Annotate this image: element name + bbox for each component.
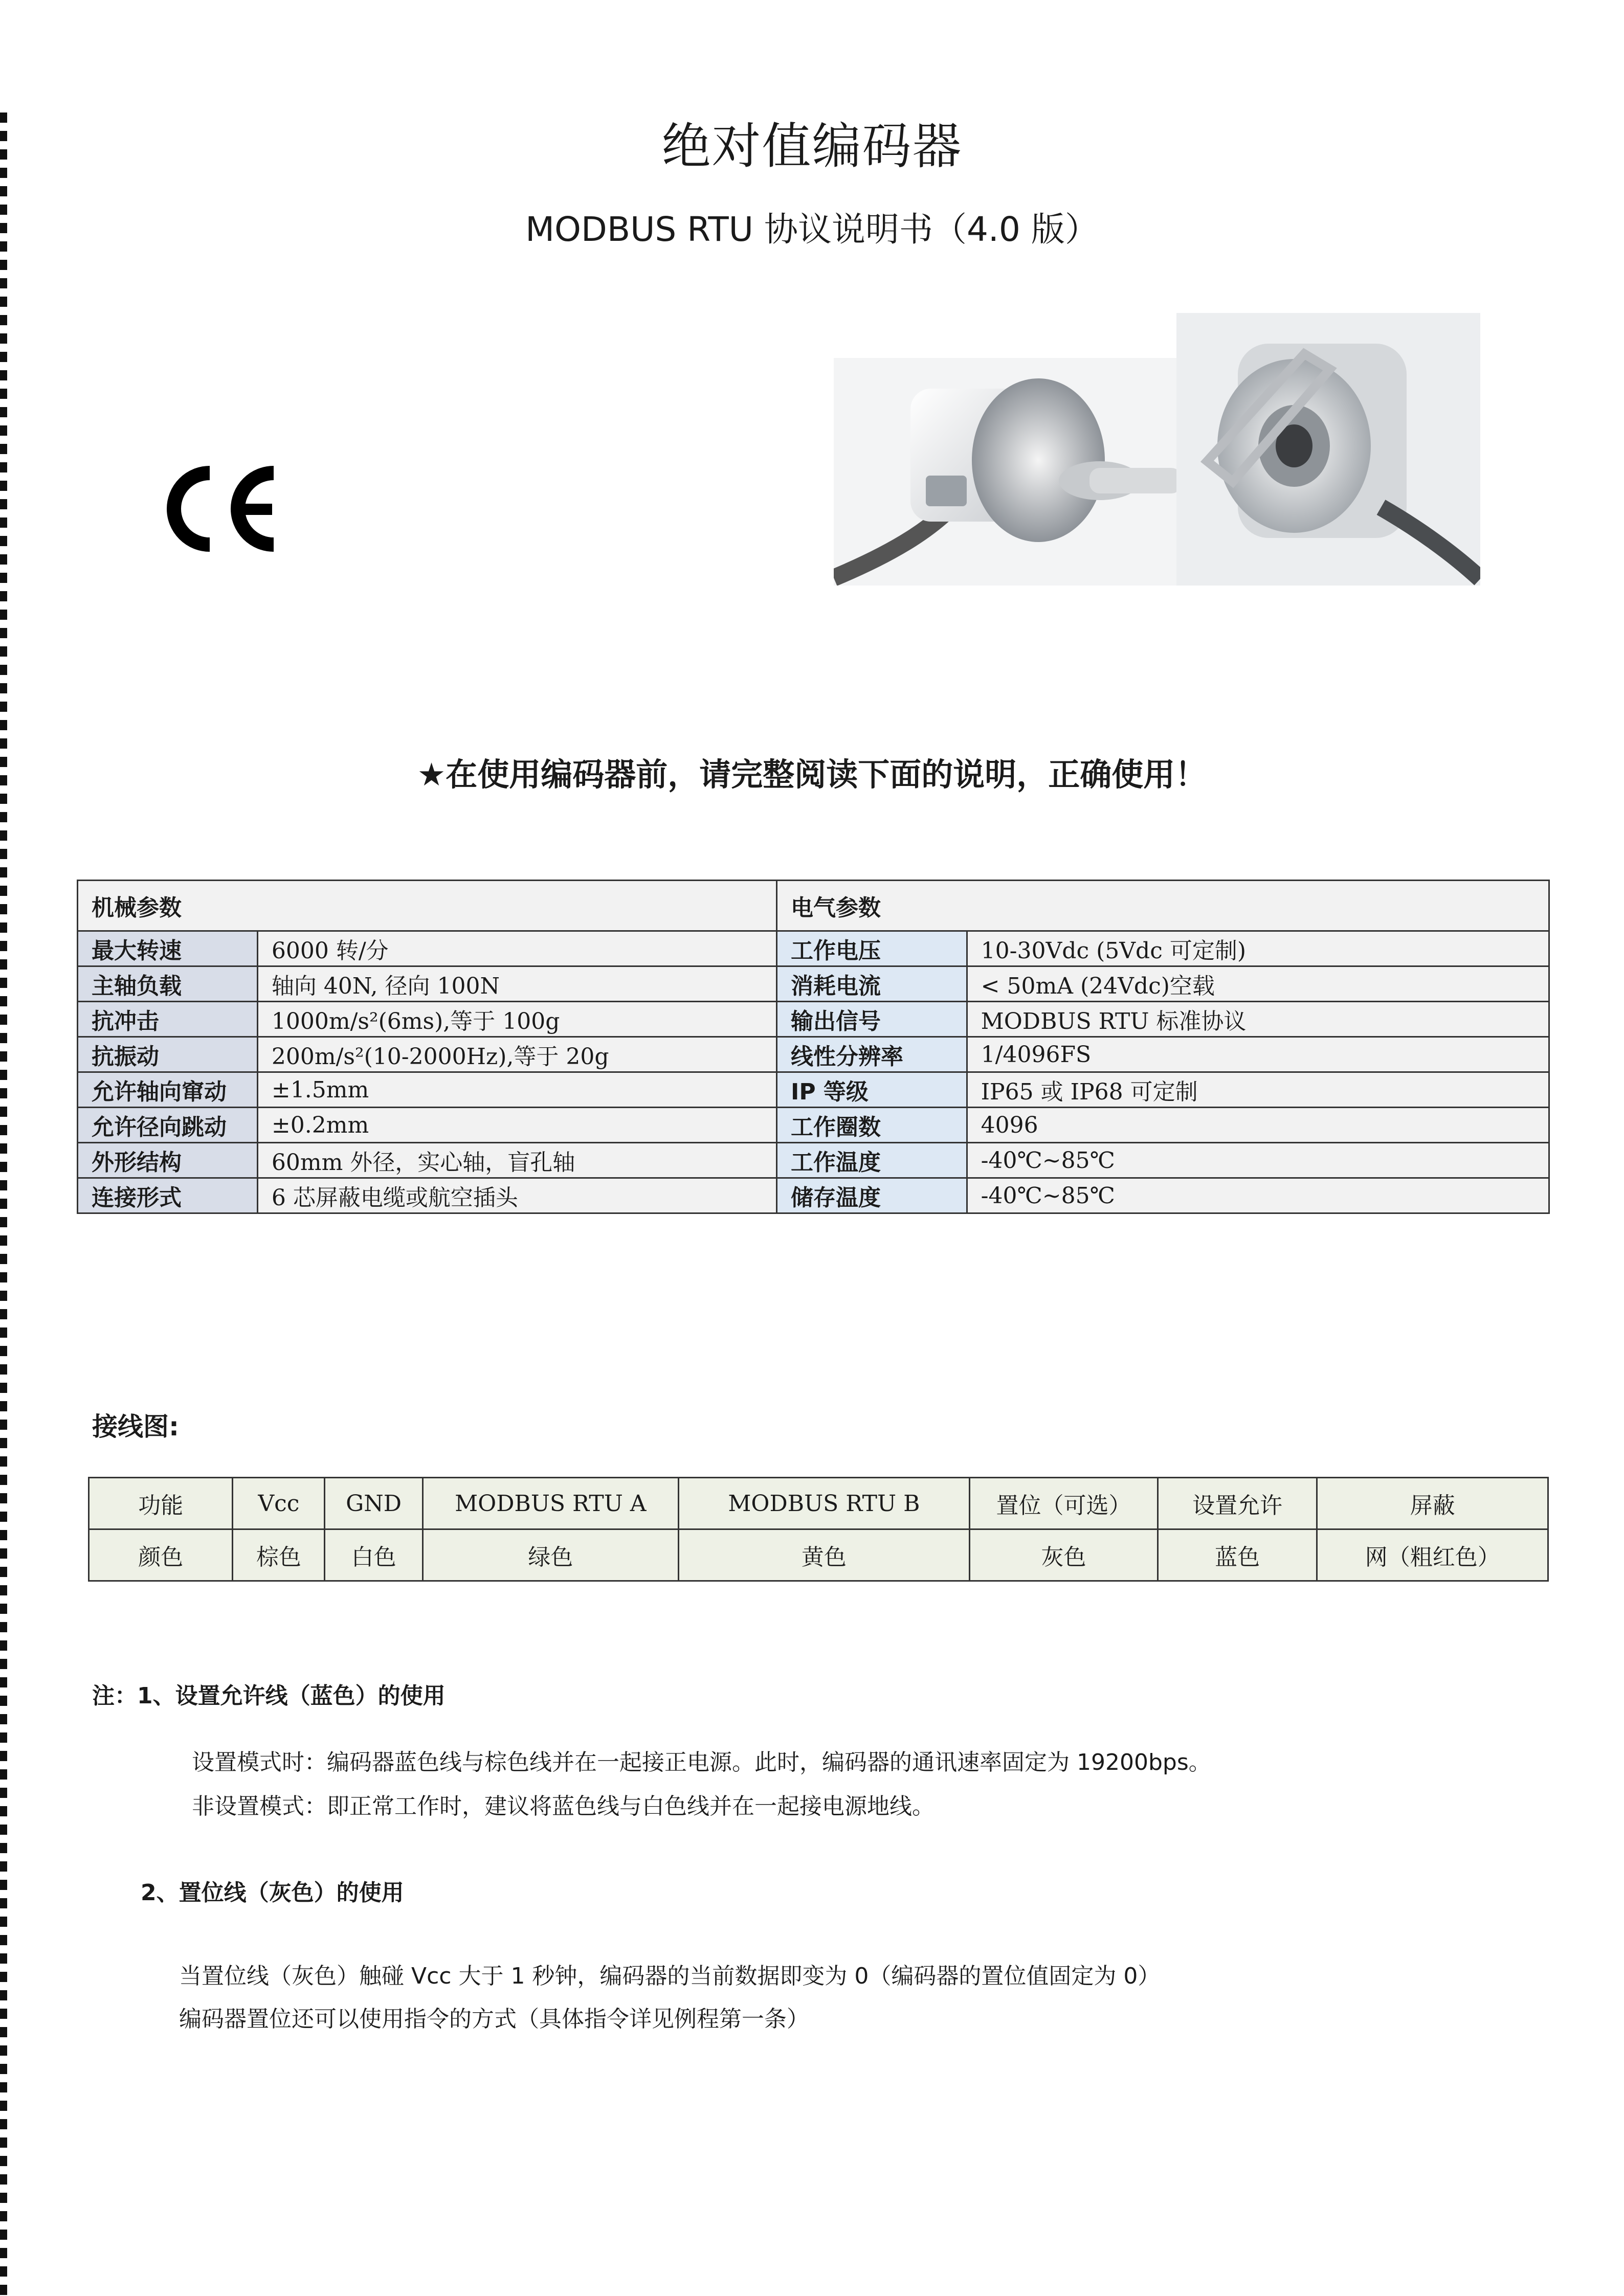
wiring-cell: 绿色 [423,1529,679,1581]
table-row [78,931,1549,966]
wiring-cell: MODBUS RTU A [423,1478,679,1529]
wiring-cell: 屏蔽 [1317,1478,1548,1529]
elec-label: 消耗电流 [776,966,967,1002]
wiring-cell: 白色 [325,1529,423,1581]
wiring-table [88,1477,1549,1582]
note-1-line-2: 非设置模式：即正常工作时，建议将蓝色线与白色线并在一起接电源地线。 [192,1793,935,1819]
wiring-cell: 功能 [89,1478,233,1529]
mech-value: 轴向 40N, 径向 100N [257,966,776,1002]
mech-label: 抗冲击 [78,1002,258,1037]
wiring-cell: 灰色 [970,1529,1158,1581]
wiring-cell: GND [325,1478,423,1529]
document-subtitle: MODBUS RTU 协议说明书（4.0 版） [525,210,1099,249]
elec-value: 4096 [967,1108,1549,1143]
elec-label: 工作圈数 [776,1108,967,1143]
elec-value: MODBUS RTU 标准协议 [967,1002,1549,1037]
wiring-cell: 网（粗红色） [1317,1529,1548,1581]
elec-label: 输出信号 [776,1002,967,1037]
wiring-cell: 颜色 [89,1529,233,1581]
binding-edge [0,112,7,2296]
note-2-title: 2、置位线（灰色）的使用 [141,1880,404,1906]
mech-label: 允许轴向窜动 [78,1072,258,1108]
elec-label: 储存温度 [776,1178,967,1213]
mech-value: 6 芯屏蔽电缆或航空插头 [257,1178,776,1213]
wiring-title: 接线图: [92,1412,179,1442]
table-row [78,1143,1549,1178]
mech-value: 200m/s²(10-2000Hz),等于 20g [257,1037,776,1072]
usage-notice: ★在使用编码器前，请完整阅读下面的说明，正确使用！ [417,756,1207,793]
note-2-line-1: 当置位线（灰色）触碰 Vcc 大于 1 秒钟，编码器的当前数据即变为 0（编码器的置位值固定为 0） [179,1963,1161,1989]
elec-value: < 50mA (24Vdc)空载 [967,966,1549,1002]
table-row [78,966,1549,1002]
spec-header-row [78,881,1549,931]
mech-label: 外形结构 [78,1143,258,1178]
wiring-cell: Vcc [233,1478,325,1529]
ce-mark-icon [159,460,286,557]
elec-value: -40℃~85℃ [967,1178,1549,1213]
wiring-cell: MODBUS RTU B [678,1478,969,1529]
elec-value: 10-30Vdc (5Vdc 可定制) [967,931,1549,966]
wiring-cell: 蓝色 [1158,1529,1317,1581]
note-2-line-2: 编码器置位还可以使用指令的方式（具体指令详见例程第一条） [179,2006,809,2032]
note-1-title: 注：1、设置允许线（蓝色）的使用 [92,1683,446,1709]
elec-value: 1/4096FS [967,1037,1549,1072]
wiring-cell: 置位（可选） [970,1478,1158,1529]
spec-table [77,880,1550,1214]
elec-params-header: 电气参数 [776,881,1549,931]
table-row [78,1072,1549,1108]
elec-value: -40℃~85℃ [967,1143,1549,1178]
mech-value: ±1.5mm [257,1072,776,1108]
wiring-function-row [89,1478,1548,1529]
mech-value: 60mm 外径，实心轴，盲孔轴 [257,1143,776,1178]
mech-label: 最大转速 [78,931,258,966]
note-1-line-1: 设置模式时：编码器蓝色线与棕色线并在一起接正电源。此时，编码器的通讯速率固定为 19200bps。 [192,1749,1211,1775]
mech-label: 主轴负载 [78,966,258,1002]
wiring-cell: 棕色 [233,1529,325,1581]
elec-label: IP 等级 [776,1072,967,1108]
encoder-solid-shaft-photo [834,358,1192,586]
mech-value: 1000m/s²(6ms),等于 100g [257,1002,776,1037]
encoder-hollow-shaft-photo [1176,313,1480,586]
elec-label: 工作温度 [776,1143,967,1178]
wiring-color-row [89,1529,1548,1581]
table-row [78,1178,1549,1213]
mech-value: 6000 转/分 [257,931,776,966]
wiring-cell: 设置允许 [1158,1478,1317,1529]
wiring-cell: 黄色 [678,1529,969,1581]
table-row [78,1108,1549,1143]
elec-value: IP65 或 IP68 可定制 [967,1072,1549,1108]
elec-label: 线性分辨率 [776,1037,967,1072]
table-row [78,1037,1549,1072]
mech-label: 抗振动 [78,1037,258,1072]
table-row [78,1002,1549,1037]
mech-params-header: 机械参数 [78,881,777,931]
mech-value: ±0.2mm [257,1108,776,1143]
mech-label: 连接形式 [78,1178,258,1213]
mech-label: 允许径向跳动 [78,1108,258,1143]
document-title: 绝对值编码器 [661,118,963,175]
elec-label: 工作电压 [776,931,967,966]
